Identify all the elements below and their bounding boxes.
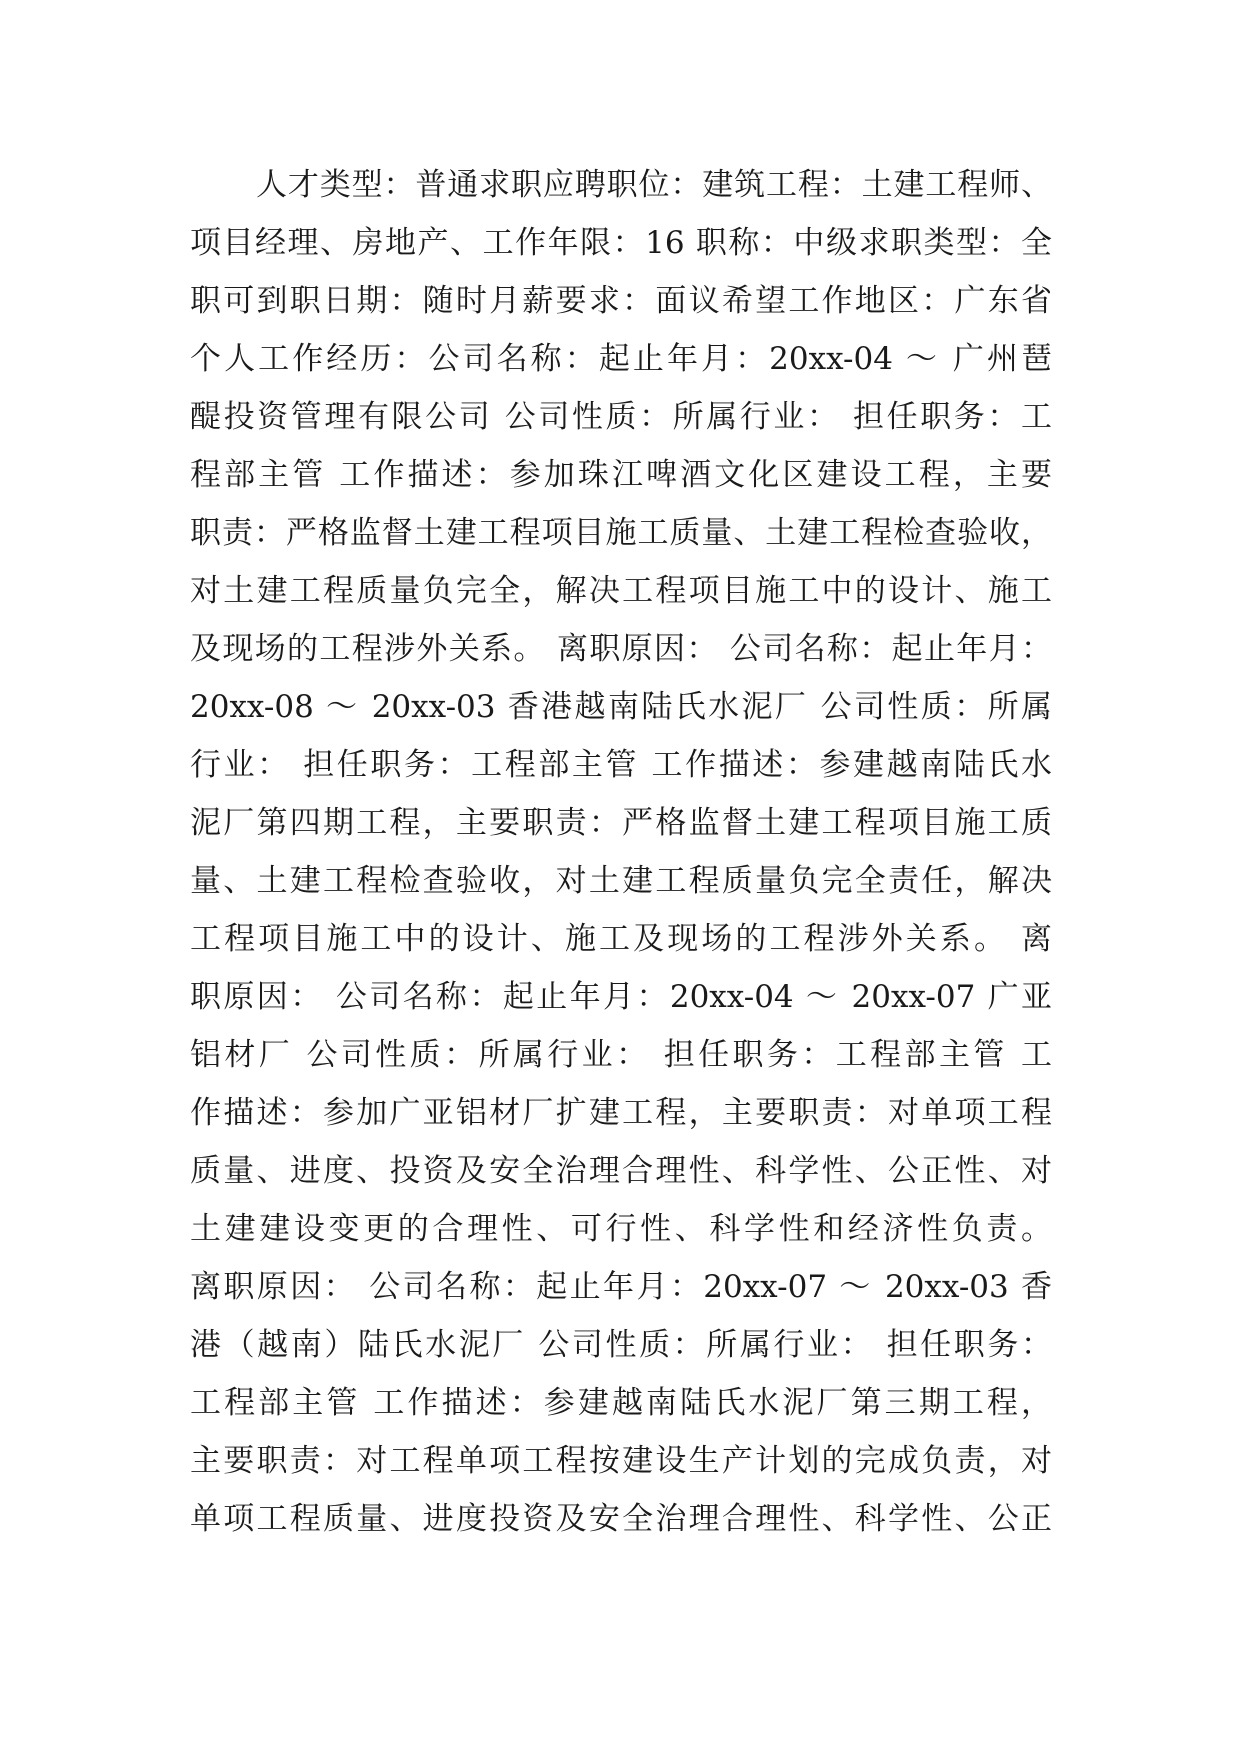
text-line-1: 人才类型：普通求职应聘职位：建筑工程：土建工程师、 — [256, 167, 1052, 203]
text-line-6: 程部主管 工作描述：参加珠江啤酒文化区建设工程，主要 — [190, 457, 1052, 493]
text-line-16: 铝材厂 公司性质：所属行业： 担任职务：工程部主管 工 — [190, 1037, 1052, 1073]
text-line-17: 作描述：参加广亚铝材厂扩建工程，主要职责：对单项工程 — [190, 1095, 1052, 1131]
text-line-12: 泥厂第四期工程，主要职责：严格监督土建工程项目施工质 — [190, 805, 1052, 841]
text-line-23: 主要职责：对工程单项工程按建设生产计划的完成负责，对 — [190, 1443, 1052, 1479]
text-line-4: 个人工作经历：公司名称：起止年月：20xx-04 ～ 广州琶 — [190, 341, 1052, 377]
text-line-10: 20xx-08 ～ 20xx-03 香港越南陆氏水泥厂 公司性质：所属 — [190, 689, 1052, 725]
text-line-5: 醍投资管理有限公司 公司性质：所属行业： 担任职务：工 — [190, 399, 1052, 435]
text-line-2: 项目经理、房地产、工作年限：16 职称：中级求职类型：全 — [190, 225, 1052, 261]
text-line-24: 单项工程质量、进度投资及安全治理合理性、科学性、公正 — [190, 1501, 1052, 1537]
text-line-19: 土建建设变更的合理性、可行性、科学性和经济性负责。 — [190, 1211, 1052, 1247]
text-line-20: 离职原因： 公司名称：起止年月：20xx-07 ～ 20xx-03 香 — [190, 1269, 1052, 1305]
text-line-13: 量、土建工程检查验收，对土建工程质量负完全责任，解决 — [190, 863, 1052, 899]
body-text — [190, 156, 1052, 1548]
text-line-8: 对土建工程质量负完全，解决工程项目施工中的设计、施工 — [190, 573, 1052, 609]
text-line-7: 职责：严格监督土建工程项目施工质量、土建工程检查验收， — [190, 515, 1052, 551]
text-line-9: 及现场的工程涉外关系。 离职原因： 公司名称：起止年月： — [190, 631, 1052, 667]
text-line-15: 职原因： 公司名称：起止年月：20xx-04 ～ 20xx-07 广亚 — [190, 979, 1052, 1015]
text-line-11: 行业： 担任职务：工程部主管 工作描述：参建越南陆氏水 — [190, 747, 1052, 783]
text-line-14: 工程项目施工中的设计、施工及现场的工程涉外关系。 离 — [190, 921, 1052, 957]
text-line-21: 港（越南）陆氏水泥厂 公司性质：所属行业： 担任职务： — [190, 1327, 1052, 1363]
text-line-22: 工程部主管 工作描述：参建越南陆氏水泥厂第三期工程， — [190, 1385, 1052, 1421]
text-line-3: 职可到职日期：随时月薪要求：面议希望工作地区：广东省 — [190, 283, 1052, 319]
text-line-18: 质量、进度、投资及安全治理合理性、科学性、公正性、对 — [190, 1153, 1052, 1189]
